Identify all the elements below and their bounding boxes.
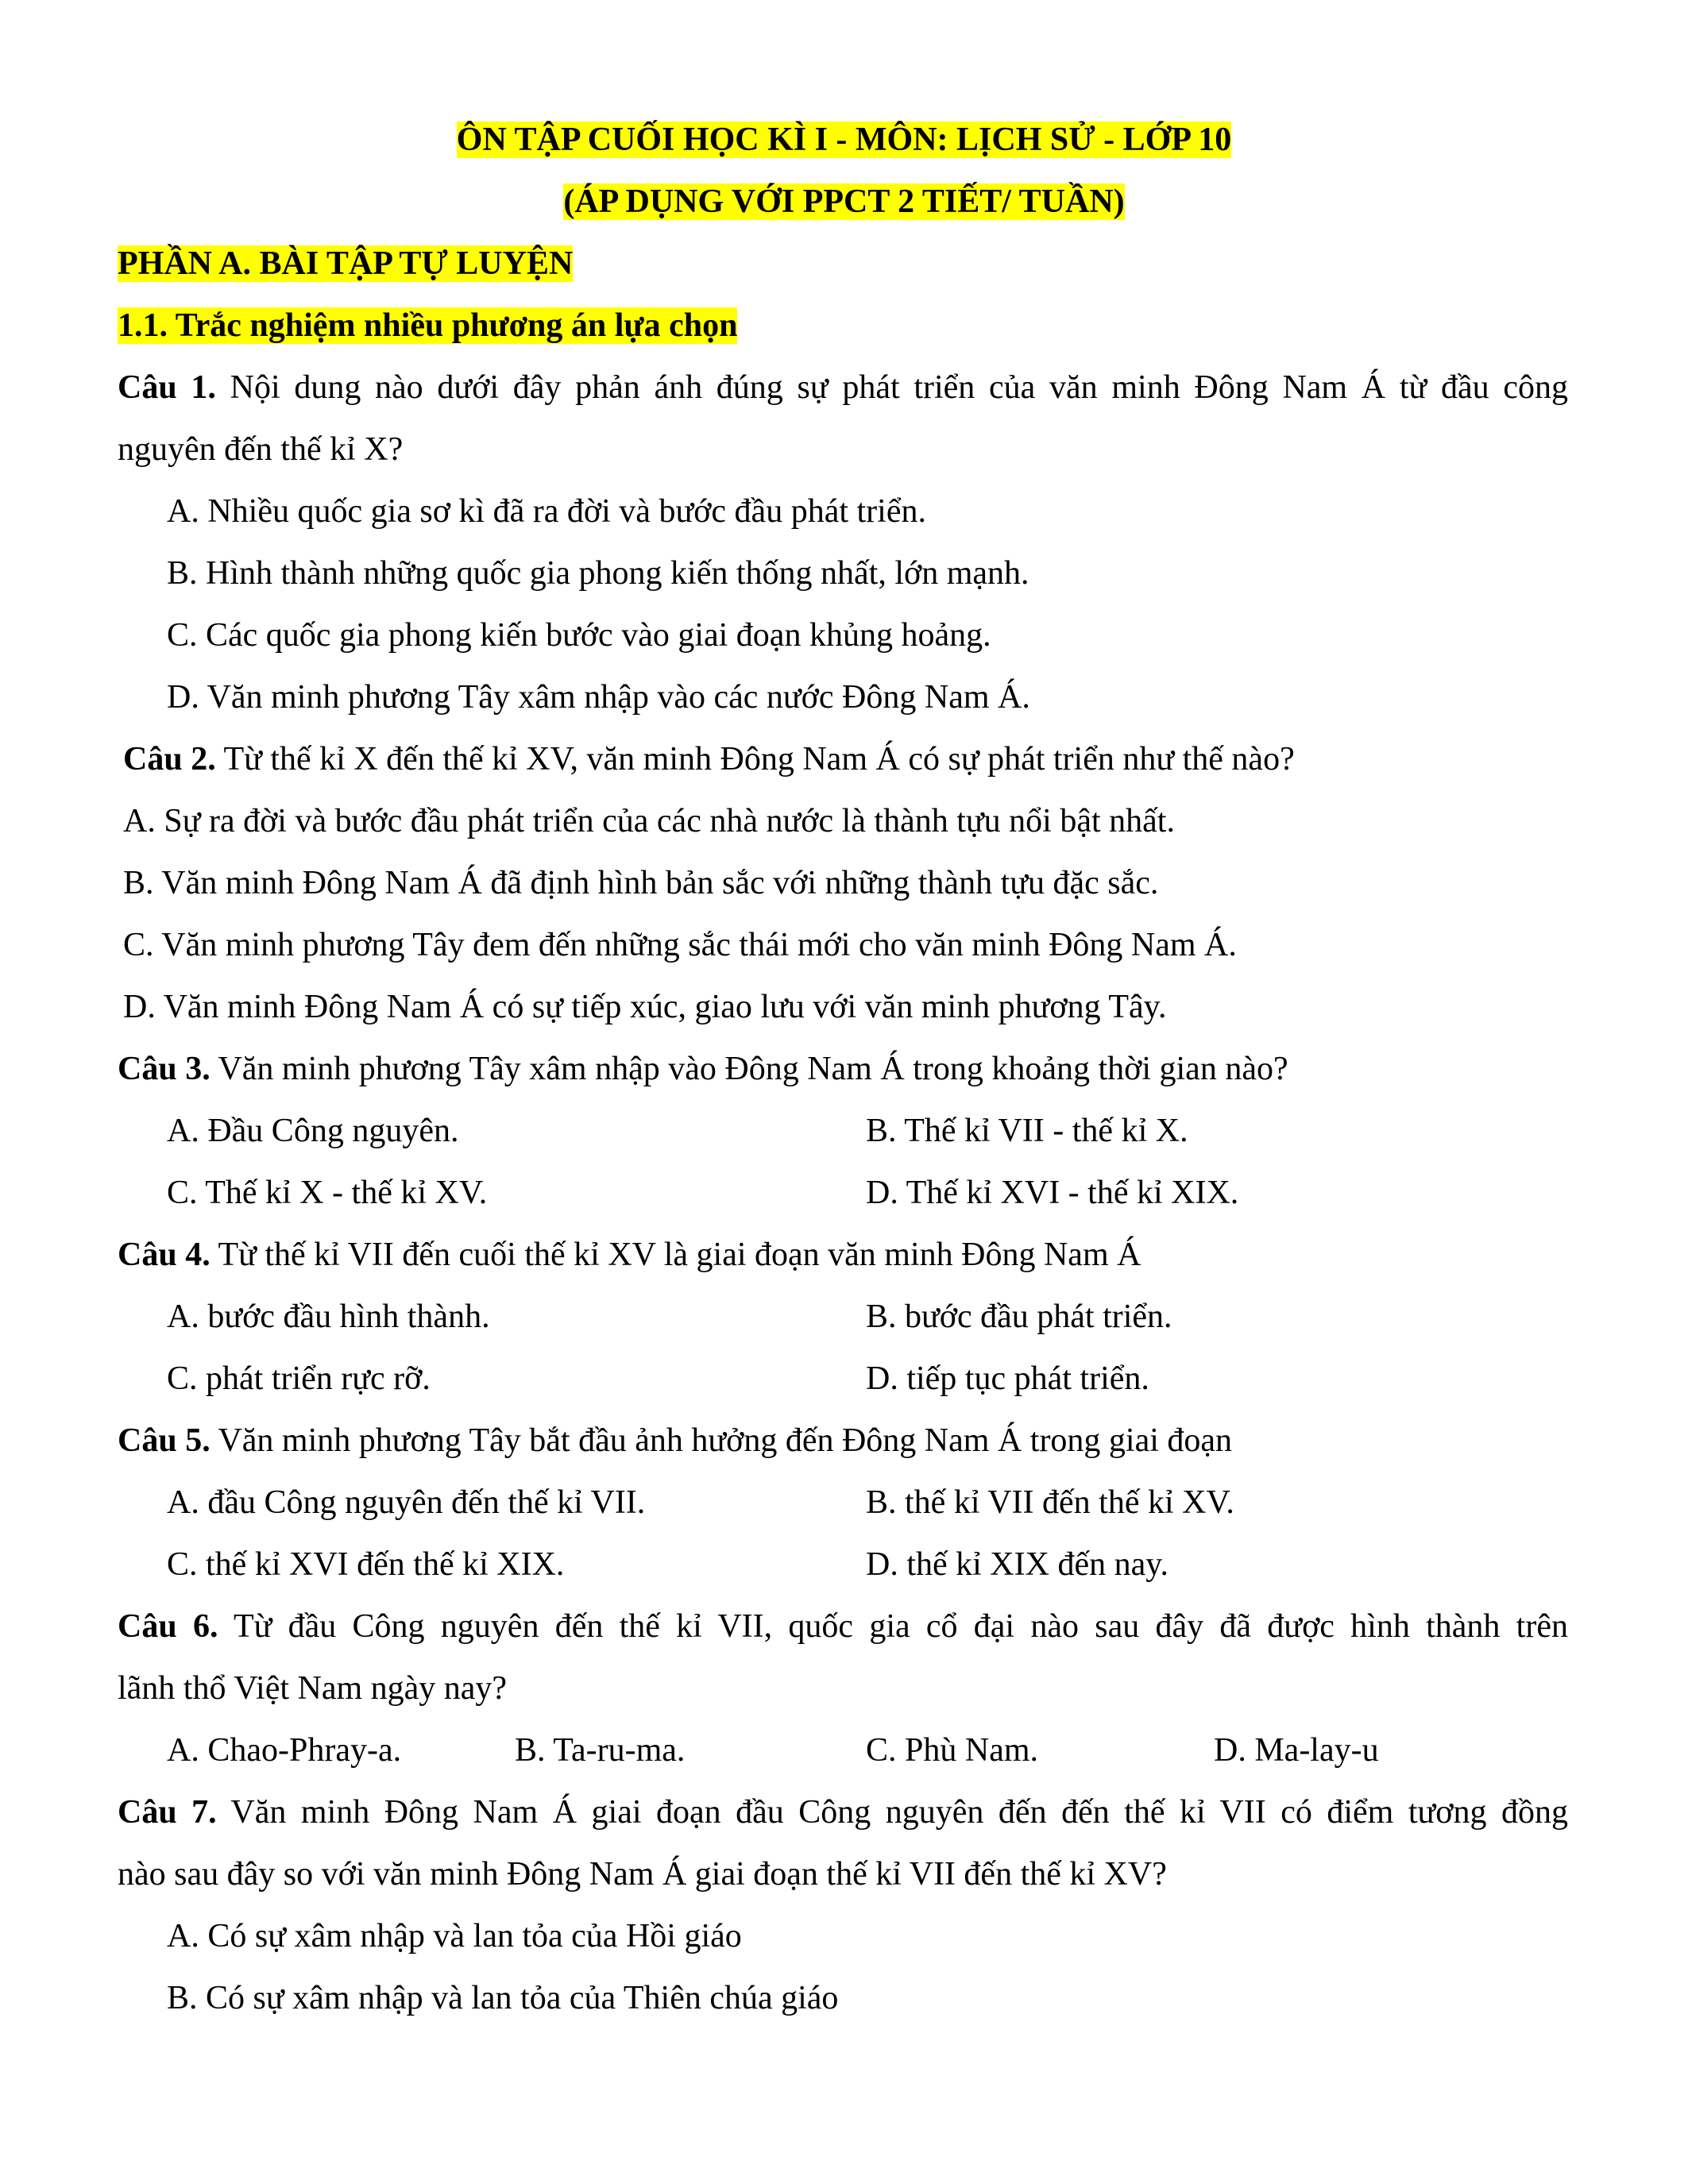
question-7-stem — [118, 1792, 1568, 1833]
question-5-stem — [118, 1420, 1232, 1461]
document-title — [0, 119, 1688, 160]
question-4-option-d: D. tiếp tục phát triển. — [866, 1360, 1149, 1397]
question-2-option-a: A. Sự ra đời và bước đầu phát triển của các nhà nước là thành tựu nổi bật nhất. — [123, 803, 1175, 839]
question-4-text-line1: Từ thế kỉ VII đến cuối thế kỉ XV là giai đoạn văn minh Đông Nam Á — [210, 1237, 1141, 1273]
question-6-label: Câu 6. — [118, 1608, 218, 1645]
question-2-text-line1: Từ thế kỉ X đến thế kỉ XV, văn minh Đông Nam Á có sự phát triển như thế nào? — [215, 741, 1295, 778]
question-2-option-d: D. Văn minh Đông Nam Á có sự tiếp xúc, giao lưu với văn minh phương Tây. — [123, 989, 1167, 1025]
question-7-text-line2: nào sau đây so với văn minh Đông Nam Á giai đoạn thế kỉ VII đến thế kỉ XV? — [118, 1856, 1167, 1893]
question-2-option-b: B. Văn minh Đông Nam Á đã định hình bản sắc với những thành tựu đặc sắc. — [123, 865, 1159, 901]
question-4-option-a: A. bước đầu hình thành. — [167, 1298, 490, 1335]
question-6-option-b: B. Ta-ru-ma. — [515, 1732, 686, 1769]
question-7-text-line1: Văn minh Đông Nam Á giai đoạn đầu Công nguyên đến đến thế kỉ VII có điểm tương đồng — [216, 1794, 1568, 1831]
question-5-text-line1: Văn minh phương Tây bắt đầu ảnh hưởng đến Đông Nam Á trong giai đoạn — [210, 1422, 1233, 1459]
question-4-stem — [118, 1234, 1141, 1275]
question-1-label: Câu 1. — [118, 369, 216, 406]
question-1-option-a: A. Nhiều quốc gia sơ kì đã ra đời và bước đầu phát triển. — [167, 493, 926, 530]
question-6-option-a: A. Chao-Phray-a. — [167, 1732, 402, 1769]
question-1-text-line2: nguyên đến thế kỉ X? — [118, 431, 404, 468]
question-3-stem — [118, 1048, 1288, 1090]
question-2-stem — [123, 739, 1295, 780]
question-5-option-d: D. thế kỉ XIX đến nay. — [866, 1546, 1169, 1583]
question-6-stem — [118, 1606, 1568, 1647]
question-7-option-b: B. Có sự xâm nhập và lan tỏa của Thiên chúa giáo — [167, 1980, 839, 2016]
question-5-option-b: B. thế kỉ VII đến thế kỉ XV. — [866, 1484, 1234, 1521]
question-1-option-d: D. Văn minh phương Tây xâm nhập vào các nước Đông Nam Á. — [167, 679, 1030, 716]
subsection-heading — [118, 305, 737, 346]
question-3-option-a: A. Đầu Công nguyên. — [167, 1113, 459, 1149]
question-1-stem — [118, 367, 1568, 408]
question-5-option-a: A. đầu Công nguyên đến thế kỉ VII. — [167, 1484, 646, 1521]
section-heading — [118, 243, 573, 284]
question-6-text-line2: lãnh thổ Việt Nam ngày nay? — [118, 1670, 508, 1707]
question-1-text-line1: Nội dung nào dưới đây phản ánh đúng sự phát triển của văn minh Đông Nam Á từ đầu công — [215, 369, 1568, 406]
question-4-option-b: B. bước đầu phát triển. — [866, 1298, 1172, 1335]
question-7-label: Câu 7. — [118, 1794, 217, 1831]
question-1-option-b: B. Hình thành những quốc gia phong kiến thống nhất, lớn mạnh. — [167, 555, 1029, 592]
question-6-option-c: C. Phù Nam. — [866, 1732, 1039, 1769]
question-2-option-c: C. Văn minh phương Tây đem đến những sắc thái mới cho văn minh Đông Nam Á. — [123, 927, 1237, 963]
question-4-option-c: C. phát triển rực rỡ. — [167, 1360, 431, 1397]
question-3-label: Câu 3. — [118, 1051, 211, 1087]
question-2-label: Câu 2. — [123, 741, 216, 778]
subsection-heading-text: 1.1. Trắc nghiệm nhiều phương án lựa chọn — [118, 307, 738, 344]
question-1-option-c: C. Các quốc gia phong kiến bước vào giai đoạn khủng hoảng. — [167, 617, 991, 654]
document-title-text: ÔN TẬP CUỐI HỌC KÌ I - MÔN: LỊCH SỬ - LỚP 10 — [456, 122, 1232, 158]
question-5-label: Câu 5. — [118, 1422, 211, 1459]
question-4-label: Câu 4. — [118, 1237, 211, 1273]
document-subtitle-text: (ÁP DỤNG VỚI PPCT 2 TIẾT/ TUẦN) — [563, 183, 1125, 220]
document-subtitle — [0, 181, 1688, 222]
question-3-text-line1: Văn minh phương Tây xâm nhập vào Đông Nam Á trong khoảng thời gian nào? — [210, 1051, 1288, 1087]
question-3-option-b: B. Thế kỉ VII - thế kỉ X. — [866, 1113, 1188, 1149]
question-7-option-a: A. Có sự xâm nhập và lan tỏa của Hồi giáo — [167, 1918, 742, 1954]
question-3-option-c: C. Thế kỉ X - thế kỉ XV. — [167, 1175, 488, 1211]
question-3-option-d: D. Thế kỉ XVI - thế kỉ XIX. — [866, 1175, 1239, 1211]
section-heading-text: PHẦN A. BÀI TẬP TỰ LUYỆN — [118, 245, 574, 282]
question-6-option-d: D. Ma-lay-u — [1214, 1732, 1379, 1769]
question-5-option-c: C. thế kỉ XVI đến thế kỉ XIX. — [167, 1546, 565, 1583]
question-6-text-line1: Từ đầu Công nguyên đến thế kỉ VII, quốc gia cổ đại nào sau đây đã được hình thành trên — [218, 1608, 1568, 1645]
